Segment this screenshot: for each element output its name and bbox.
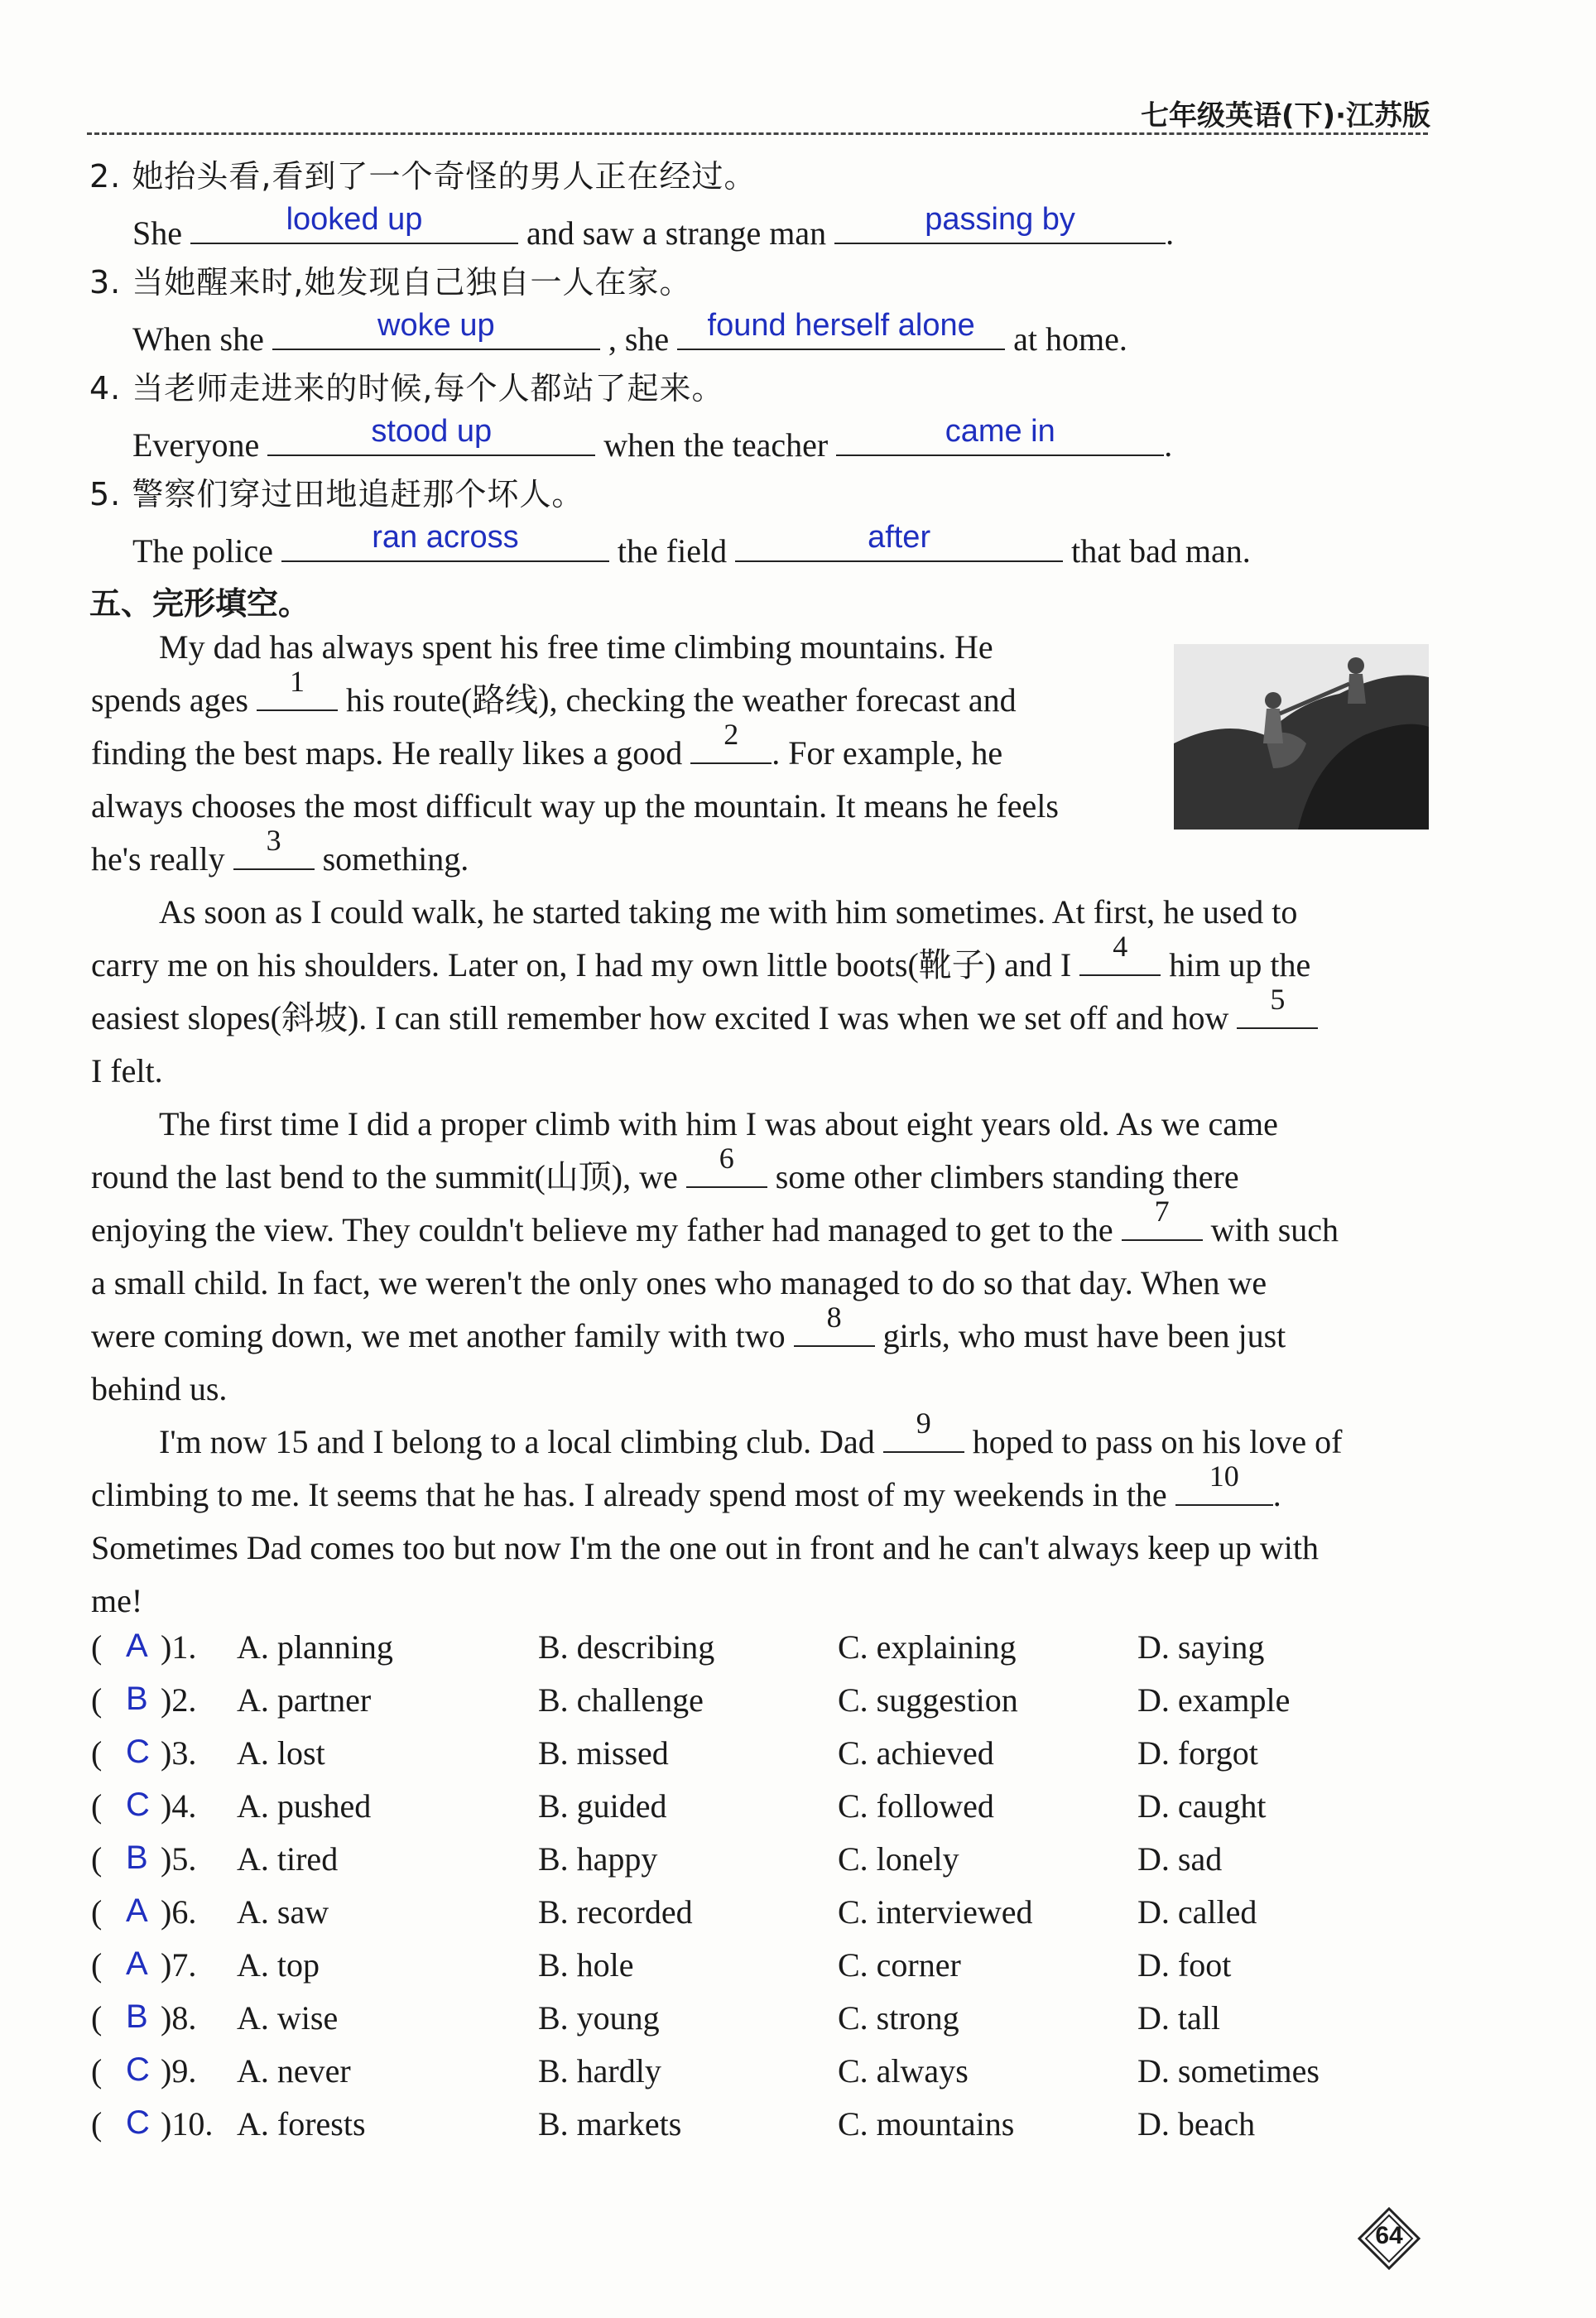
blank-2	[690, 718, 772, 764]
page-number: 64	[1375, 2222, 1403, 2249]
option-d: D. sad	[1137, 1840, 1223, 1878]
passage-line	[91, 1460, 1281, 1522]
translation-item-2	[89, 151, 1174, 252]
passage-paragraph-1	[91, 621, 1167, 674]
chinese-sentence: 当老师走进来的时候,每个人都站了起来。	[132, 370, 724, 406]
option-b: B. guided	[538, 1787, 667, 1825]
passage-text: round the last bend to the summit(山顶), we	[91, 1158, 678, 1195]
option-b: B. describing	[538, 1628, 715, 1666]
option-a: A. partner	[237, 1681, 372, 1719]
blank-number: 3	[266, 824, 281, 857]
sentence-part: .	[1164, 426, 1173, 464]
chinese-sentence: 当她醒来时,她发现自己独自一人在家。	[132, 264, 692, 301]
passage-line	[91, 1142, 1239, 1204]
option-row	[91, 1892, 1432, 1945]
selected-answer: A	[126, 1892, 148, 1929]
blank-number: 5	[1270, 983, 1286, 1016]
option-c: C. interviewed	[838, 1893, 1033, 1931]
sentence-part: that bad man.	[1071, 532, 1251, 570]
passage-line: I felt.	[91, 1052, 163, 1089]
option-d: D. beach	[1137, 2105, 1256, 2142]
blank-4	[1079, 930, 1161, 976]
answer-text: after	[868, 520, 931, 555]
passage-line: Sometimes Dad comes too but now I'm the one out in front and he can't always keep up with	[91, 1529, 1319, 1566]
climber-image	[1174, 644, 1429, 830]
passage-text: him up the	[1169, 946, 1311, 983]
option-row	[91, 1945, 1432, 1998]
option-b: B. markets	[538, 2105, 682, 2142]
answer-text: stood up	[371, 414, 493, 449]
option-c: C. corner	[838, 1946, 961, 1984]
answer-blank	[677, 308, 1005, 350]
option-d: D. forgot	[1137, 1734, 1258, 1772]
open-paren: (	[91, 1681, 103, 1719]
item-number: 2.	[89, 158, 122, 195]
sentence-part: , she	[608, 320, 670, 358]
answer-blank	[267, 414, 595, 456]
header-divider	[87, 132, 1428, 135]
option-a: A. pushed	[237, 1787, 372, 1825]
option-b: B. young	[538, 1999, 660, 2037]
sentence-part: When she	[132, 320, 264, 358]
passage-line: a small child. In fact, we weren't the only ones who managed to do so that day. When we	[91, 1264, 1267, 1301]
selected-answer: C	[126, 2104, 150, 2141]
option-row	[91, 2104, 1432, 2157]
option-row	[91, 1787, 1432, 1839]
answer-text: found herself alone	[707, 308, 975, 343]
climbing-photo	[1174, 644, 1429, 830]
sentence-part: She	[132, 214, 182, 252]
blank-number: 1	[289, 665, 305, 698]
sentence-part: .	[1166, 214, 1175, 252]
page-number-badge	[1358, 2207, 1421, 2270]
passage-line	[91, 1195, 1339, 1257]
passage-line	[91, 718, 1003, 780]
blank-number: 4	[1113, 930, 1128, 963]
passage-text: enjoying the view. They couldn't believe my father had managed to get to the	[91, 1211, 1113, 1248]
selected-answer: B	[126, 1998, 148, 2035]
passage-text: girls, who must have been just	[882, 1317, 1286, 1354]
blank-number: 10	[1209, 1460, 1239, 1493]
open-paren: (	[91, 1840, 103, 1878]
sentence-part: when the teacher	[603, 426, 829, 464]
option-c: C. mountains	[838, 2105, 1015, 2142]
answer-blank	[836, 414, 1164, 456]
blank-5	[1237, 983, 1318, 1029]
option-c: C. strong	[838, 1999, 959, 2037]
passage-text: I'm now 15 and I belong to a local climbing club. Dad	[159, 1423, 875, 1460]
translation-item-5	[89, 469, 1251, 570]
blank-8	[794, 1301, 875, 1347]
passage-line: As soon as I could walk, he started taking me with him sometimes. At first, he used to	[159, 893, 1298, 931]
option-a: A. forests	[237, 2105, 366, 2142]
option-a: A. tired	[237, 1840, 339, 1878]
passage-text: spends ages	[91, 681, 248, 719]
selected-answer: A	[126, 1628, 148, 1664]
open-paren: (	[91, 1787, 103, 1825]
option-row	[91, 1734, 1432, 1787]
blank-9	[883, 1407, 964, 1453]
option-d: D. saying	[1137, 1628, 1265, 1666]
item-number: 3.	[89, 264, 122, 301]
sentence-part: the field	[617, 532, 728, 570]
open-paren: (	[91, 1946, 103, 1984]
passage-text: with such	[1210, 1211, 1339, 1248]
question-number: )10.	[161, 2105, 214, 2142]
translation-item-4	[89, 363, 1172, 464]
passage-line	[91, 665, 1017, 727]
passage-text: hoped to pass on his love of	[972, 1423, 1343, 1460]
passage-text: easiest slopes(斜坡). I can still remember how excited I was when we set off and how	[91, 999, 1229, 1036]
item-number: 5.	[89, 476, 122, 512]
option-row	[91, 1998, 1432, 2051]
passage-text: My dad has always spent his free time climbing mountains. He	[159, 628, 993, 666]
option-d: D. caught	[1137, 1787, 1267, 1825]
question-number: )7.	[161, 1946, 197, 1984]
option-b: B. missed	[538, 1734, 669, 1772]
question-number: )4.	[161, 1787, 197, 1825]
open-paren: (	[91, 1628, 103, 1666]
option-d: D. foot	[1137, 1946, 1232, 1984]
option-c: C. explaining	[838, 1628, 1017, 1666]
option-b: B. recorded	[538, 1893, 693, 1931]
passage-line	[91, 824, 469, 886]
passage-line: The first time I did a proper climb with him I was about eight years old. As we came	[159, 1105, 1278, 1142]
passage-text: he's really	[91, 840, 225, 878]
passage-text: something.	[322, 840, 469, 878]
page-header-title: 七年级英语(下)·江苏版	[1141, 99, 1430, 132]
option-c: C. followed	[838, 1787, 994, 1825]
blank-1	[257, 665, 338, 711]
option-a: A. top	[237, 1946, 320, 1984]
answer-text: woke up	[377, 308, 495, 343]
blank-number: 7	[1154, 1195, 1170, 1228]
passage-text: carry me on his shoulders. Later on, I had my own little boots(靴子) and I	[91, 946, 1072, 983]
passage-line: behind us.	[91, 1370, 228, 1407]
option-c: C. lonely	[838, 1840, 959, 1878]
passage-line: always chooses the most difficult way up the mountain. It means he feels	[91, 787, 1059, 825]
open-paren: (	[91, 2052, 103, 2090]
option-d: D. example	[1137, 1681, 1291, 1719]
option-row	[91, 1681, 1432, 1734]
passage-text: were coming down, we met another family with two	[91, 1317, 786, 1354]
sentence-part: at home.	[1013, 320, 1127, 358]
option-b: B. happy	[538, 1840, 658, 1878]
option-c: C. achieved	[838, 1734, 994, 1772]
passage-line	[91, 930, 1311, 992]
question-number: )8.	[161, 1999, 197, 2037]
passage-text: climbing to me. It seems that he has. I already spend most of my weekends in the	[91, 1476, 1167, 1513]
selected-answer: C	[126, 2051, 150, 2088]
option-d: D. called	[1137, 1893, 1257, 1931]
answer-blank	[735, 520, 1063, 562]
open-paren: (	[91, 1893, 103, 1931]
blank-7	[1122, 1195, 1203, 1241]
option-d: D. sometimes	[1137, 2052, 1320, 2090]
selected-answer: A	[126, 1945, 148, 1982]
answer-text: passing by	[925, 202, 1075, 237]
section-title: 五、完形填空。	[89, 585, 310, 622]
passage-line	[159, 1407, 1343, 1469]
question-number: )5.	[161, 1840, 197, 1878]
sentence-part: The police	[132, 532, 273, 570]
blank-number: 8	[826, 1301, 842, 1334]
option-a: A. planning	[237, 1628, 393, 1666]
sentence-part: and saw a strange man	[526, 214, 827, 252]
blank-number: 9	[916, 1407, 931, 1440]
answer-text: came in	[945, 414, 1055, 449]
blank-3	[233, 824, 315, 870]
chinese-sentence: 她抬头看,看到了一个奇怪的男人正在经过。	[132, 158, 757, 195]
answer-text: ran across	[372, 520, 519, 555]
option-c: C. suggestion	[838, 1681, 1018, 1719]
blank-number: 6	[719, 1142, 734, 1175]
open-paren: (	[91, 1734, 103, 1772]
question-number: )1.	[161, 1628, 197, 1666]
chinese-sentence: 警察们穿过田地追赶那个坏人。	[132, 476, 584, 512]
passage-text: finding the best maps. He really likes a good	[91, 734, 683, 772]
option-c: C. always	[838, 2052, 969, 2090]
question-number: )2.	[161, 1681, 197, 1719]
option-row	[91, 2051, 1432, 2104]
passage-line	[91, 1301, 1286, 1363]
item-number: 4.	[89, 370, 122, 406]
sentence-part: Everyone	[132, 426, 260, 464]
option-a: A. wise	[237, 1999, 339, 2037]
translation-item-3	[89, 257, 1127, 358]
passage-line	[91, 983, 1318, 1045]
blank-6	[686, 1142, 767, 1188]
option-b: B. challenge	[538, 1681, 704, 1719]
answer-blank	[190, 202, 518, 244]
blank-number: 2	[723, 718, 739, 751]
option-d: D. tall	[1137, 1999, 1220, 2037]
answer-text: looked up	[286, 202, 423, 237]
option-a: A. saw	[237, 1893, 329, 1931]
passage-text: . For example, he	[772, 734, 1003, 772]
passage-text: his route(路线), checking the weather forecast and	[345, 681, 1017, 719]
passage-text: some other climbers standing there	[775, 1158, 1239, 1195]
option-a: A. never	[237, 2052, 351, 2090]
answer-blank	[281, 520, 609, 562]
question-number: )9.	[161, 2052, 197, 2090]
blank-10	[1175, 1460, 1273, 1506]
selected-answer: B	[126, 1681, 148, 1717]
selected-answer: C	[126, 1787, 150, 1823]
option-a: A. lost	[237, 1734, 325, 1772]
option-b: B. hardly	[538, 2052, 661, 2090]
open-paren: (	[91, 1999, 103, 2037]
question-number: )6.	[161, 1893, 197, 1931]
passage-line: me!	[91, 1582, 143, 1619]
option-row	[91, 1628, 1432, 1681]
option-row	[91, 1839, 1432, 1892]
question-number: )3.	[161, 1734, 197, 1772]
selected-answer: C	[126, 1734, 150, 1770]
answer-blank	[272, 308, 600, 350]
selected-answer: B	[126, 1839, 148, 1876]
open-paren: (	[91, 2105, 103, 2142]
answer-blank	[834, 202, 1166, 244]
passage-text: .	[1272, 1476, 1281, 1513]
option-b: B. hole	[538, 1946, 634, 1984]
